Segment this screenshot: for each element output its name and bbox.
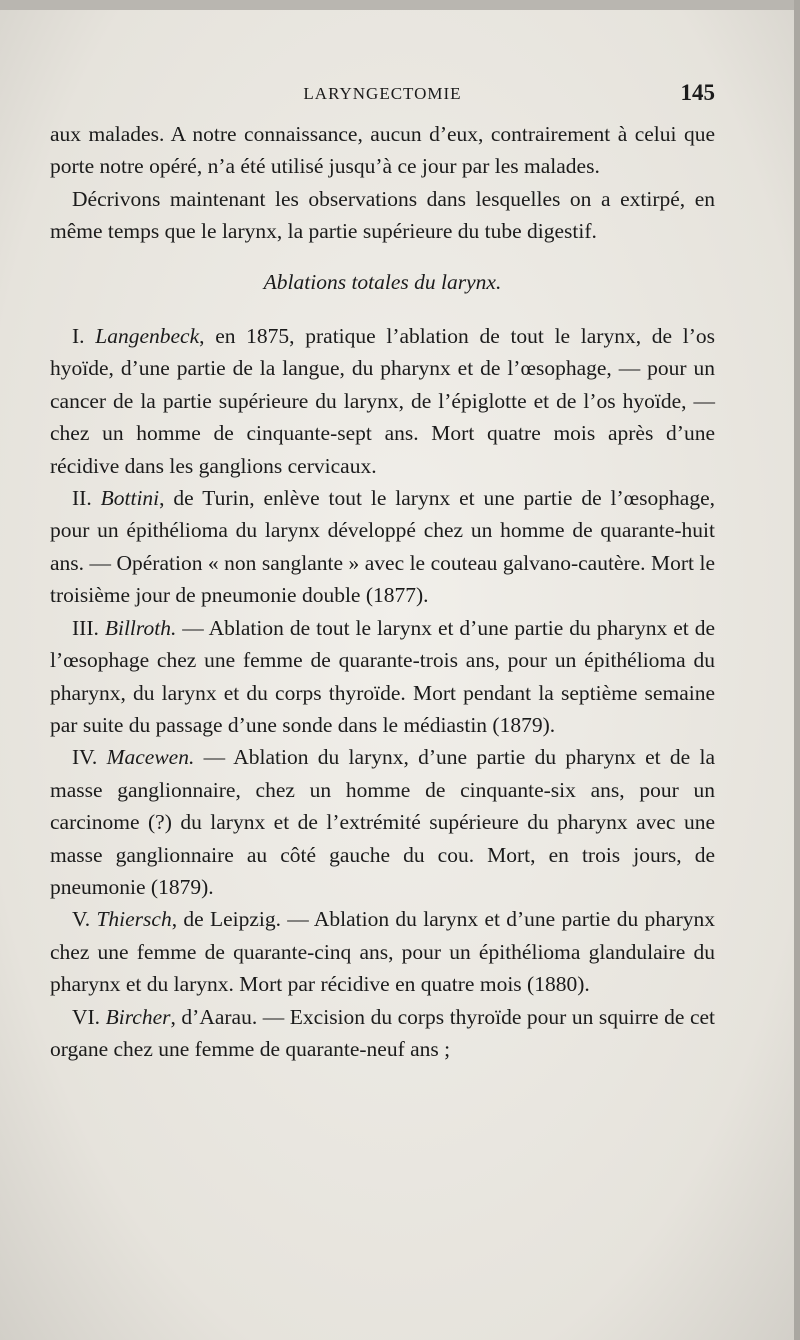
observation-entry-6 bbox=[50, 1001, 715, 1066]
observation-entry-5 bbox=[50, 903, 715, 1000]
scan-edge-top bbox=[0, 0, 800, 10]
entry-text: , de Turin, enlève tout le larynx et une partie de l’œsophage, pour un épithélioma du larynx développé chez un homme de quarante-huit ans. — Opération « non sanglante » avec le couteau galvano-cautère. Mort le troisième jour de pneumonie double (1877). bbox=[50, 486, 716, 608]
observation-entry-3 bbox=[50, 612, 715, 742]
page-number: 145 bbox=[680, 80, 715, 105]
entry-number: IV. bbox=[72, 745, 98, 770]
scan-edge-right bbox=[794, 0, 800, 1340]
page-header bbox=[50, 78, 715, 108]
observation-entry-4 bbox=[50, 741, 715, 903]
entry-number: III. bbox=[72, 615, 99, 640]
entry-number: V. bbox=[72, 907, 91, 932]
entry-text: , de Leipzig. — Ablation du larynx et d’une partie du pharynx chez une femme de quarante-cinq ans, pour un épithélioma glandulaire du pharynx et du larynx. Mort par récidive en quatre mois (1880). bbox=[50, 907, 715, 997]
section-heading: Ablations totales du larynx. bbox=[263, 269, 502, 294]
entry-number: VI. bbox=[72, 1004, 101, 1029]
observation-entry-1 bbox=[50, 320, 715, 482]
entry-number: I. bbox=[72, 324, 85, 349]
surgeon-name: Billroth. bbox=[104, 615, 177, 640]
surgeon-name: Bottini bbox=[100, 486, 160, 511]
entry-text: , d’Aarau. — Excision du corps thyroïde pour un squirre de cet organe chez une femme de quarante-neuf ans ; bbox=[50, 1004, 716, 1061]
surgeon-name: Thiersch bbox=[96, 907, 172, 932]
body-text bbox=[50, 118, 715, 1065]
intro-paragraph-2: Décrivons maintenant les observations dans lesquelles on a extirpé, en même temps que le larynx, la partie supérieure du tube digestif. bbox=[50, 186, 715, 244]
surgeon-name: Macewen. bbox=[106, 745, 195, 770]
running-title: LARYNGECTOMIE bbox=[303, 84, 462, 103]
surgeon-name: Bircher bbox=[105, 1004, 171, 1029]
entry-text: — Ablation du larynx, d’une partie du pharynx et de la masse ganglionnaire, chez un homme de cinquante-six ans, pour un carcinome (?) du larynx et de l’extrémité supérieure du pharynx avec une masse ganglionnaire au côté gauche du cou. Mort, en trois jours, de pneumonie (1879). bbox=[50, 745, 716, 899]
entry-text: , en 1875, pratique l’ablation de tout le larynx, de l’os hyoïde, d’une partie de la langue, du pharynx et de l’œsophage, — pour un cancer de la partie supérieure du larynx, de l’épiglotte et de l’os hyoïde, — chez un homme de cinquante-sept ans. Mort quatre mois après d’une récidive dans les ganglions cervicaux. bbox=[50, 324, 716, 478]
surgeon-name: Langenbeck bbox=[95, 324, 200, 349]
observation-entry-2 bbox=[50, 482, 715, 612]
entry-text: — Ablation de tout le larynx et d’une partie du pharynx et de l’œsophage chez une femme de quarante-trois ans, pour un épithélioma du pharynx, du larynx et du corps thyroïde. Mort pendant la septième semaine par suite du passage d’une sonde dans le médiastin (1879). bbox=[50, 615, 716, 737]
intro-paragraph-1: aux malades. A notre connaissance, aucun d’eux, contrairement à celui que porte notre opéré, n’a été utilisé jusqu’à ce jour par les malades. bbox=[50, 122, 715, 179]
entry-number: II. bbox=[72, 486, 92, 511]
